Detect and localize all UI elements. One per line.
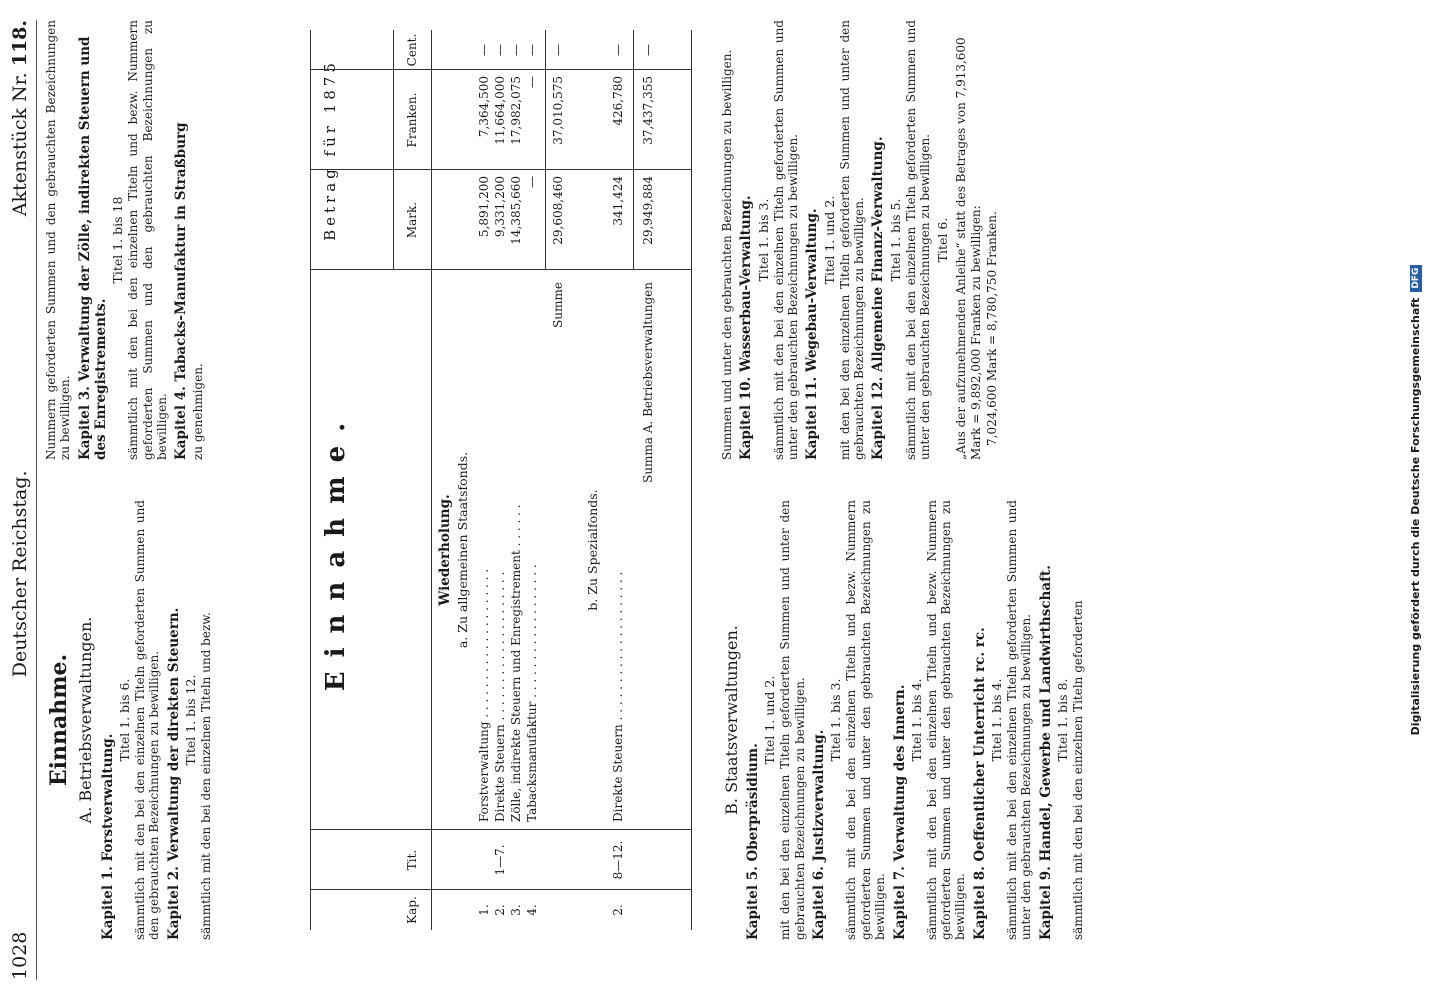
sub-b-heading: b. Zu Spezialfonds.	[585, 489, 600, 611]
table-col-cent: Cent.	[405, 33, 419, 67]
digitization-note	[1405, 0, 1427, 1000]
betriebsverwaltungen-heading: A. Betriebsverwaltungen.	[76, 616, 96, 824]
kapitel-8-title: Kapitel 8. Oeffentlicher Unterricht rc. rc.	[971, 627, 988, 940]
table-row: 2. 1—7. Direkte Steuern . . . . . . . . . . . . . . . . . . . . 9,331,200 11,664,000 —	[493, 44, 507, 916]
table-col-franken: Franken.	[311, 69, 691, 170]
kapitel-7-body: sämmtlich mit den bei den einzelnen Titeln und bezw. Nummern geforderten Summen und unter den gebrauchten Bezeichnungen zu bewilligen.	[924, 500, 968, 940]
kapitel-6-title: Kapitel 6. Justizverwaltung.	[811, 729, 828, 940]
titel-6-heading: Titel 6.	[935, 217, 951, 263]
digitization-text: Digitalisierung gefördert durch die Deutsche Forschungsgemeinschaft	[1409, 297, 1423, 736]
kapitel-2-body-cont: Nummern geforderten Summen und den gebrauchten Bezeichnungen zu bewilligen.	[44, 20, 73, 460]
table-row: 3. Zölle, indirekte Steuern und Enregistrement . . . . . . 14,385,660 17,982,075 —	[509, 44, 523, 916]
table-col-tit: Tit.	[311, 829, 691, 890]
kapitel-10-body: sämmtlich mit den bei den einzelnen Titeln geforderten Summen und unter den gebrauchten Bezeichnungen zu bewilligen.	[771, 20, 800, 460]
total-rule	[633, 30, 634, 270]
betrag-rule	[393, 30, 394, 270]
table-row: 2. 8—12. Direkte Steuern . . . . . . . . . . . . . . . . . . . . 341,424 426,780 —	[611, 44, 625, 916]
table-col-mark: Mark.	[311, 169, 691, 270]
kapitel-11-title: Kapitel 11. Wegebau-Verwaltung.	[804, 208, 821, 460]
kapitel-7-titel: Titel 1. bis 4.	[908, 678, 924, 762]
kapitel-8-body: sämmtlich mit den bei den einzelnen Titeln geforderten Summen und unter den gebrauchten Bezeichnungen zu bewilligen.	[1005, 500, 1034, 940]
kapitel-5-title: Kapitel 5. Oberpräsidium.	[745, 743, 762, 940]
titel-6-quote: „Aus der aufzunehmenden Anleihe“ statt des Betrages von 7,913,600 Mark = 9,892,000 Franken zu bewilligen:	[954, 37, 983, 460]
section-a-left	[44, 500, 294, 940]
kapitel-9-title: Kapitel 9. Handel, Gewerbe und Landwirthschaft.	[1037, 565, 1054, 940]
section-b-right	[720, 20, 1410, 460]
table-title: Einnahme.	[321, 408, 351, 692]
summe-row: Summe 29,608,460 37,010,575 —	[551, 44, 565, 328]
kapitel-11-body: mit den bei den einzelnen Titeln geforderten Summen und unter den gebrauchten Bezeichnungen zu bewilligen.	[837, 20, 866, 460]
summe-rule	[545, 30, 546, 270]
header-center: Deutscher Reichstag.	[8, 470, 31, 678]
page-number: 1028	[8, 931, 31, 980]
kapitel-5-titel: Titel 1. und 2.	[762, 675, 778, 765]
section-a-right	[44, 20, 294, 460]
kapitel-1-titel: Titel 1. bis 6.	[116, 678, 132, 762]
table-row: 4. Tabacksmanufaktur . . . . . . . . . . . . . . . . . . — — —	[525, 44, 539, 916]
table-col-kap: Kap.	[311, 889, 691, 930]
kapitel-5-body: mit den bei den einzelnen Titeln geforderten Summen und unter den gebrauchten Bezeichnungen zu bewilligen.	[778, 500, 807, 940]
kapitel-9-titel: Titel 1. bis 8.	[1055, 678, 1071, 762]
kapitel-8-titel: Titel 1. bis 4.	[989, 678, 1005, 762]
dfg-logo: DFG	[1410, 265, 1423, 292]
kapitel-6-titel: Titel 1. bis 3.	[828, 678, 844, 762]
kapitel-3-body: sämmtlich mit den bei den einzelnen Titeln und bezw. Nummern geforderten Summen und den gebrauchten Bezeichnungen zu bewilligen.	[126, 20, 169, 460]
kapitel-12-titel: Titel 1. bis 5.	[887, 198, 903, 282]
einnahme-heading: Einnahme.	[46, 653, 72, 787]
sub-a-heading: a. Zu allgemeinen Staatsfonds.	[455, 451, 470, 649]
wiederholung-heading: Wiederholung.	[437, 494, 453, 606]
kapitel-6-body: sämmtlich mit den bei den einzelnen Titeln und bezw. Nummern geforderten Summen und unter den gebrauchten Bezeichnungen zu bewilligen.	[844, 500, 888, 940]
kapitel-9-body-cont: Summen und unter den gebrauchten Bezeichnungen zu bewilligen.	[720, 49, 734, 460]
kapitel-4-title: Kapitel 4. Tabacks-Manufaktur in Straßburg	[173, 122, 190, 460]
total-row: Summa A. Betriebsverwaltungen 29,949,884 37,437,355 —	[641, 44, 655, 483]
table-row: 1. Forstverwaltung . . . . . . . . . . . . . . . . . . . . 5,891,200 7,364,500 —	[477, 44, 491, 916]
kapitel-12-body: sämmtlich mit den bei den einzelnen Titeln geforderten Summen und unter den gebrauchten Bezeichnungen zu bewilligen.	[903, 20, 932, 460]
titel-6-equation: 7,024,600 Mark = 8,780,750 Franken.	[985, 211, 1000, 446]
kapitel-12-title: Kapitel 12. Allgemeine Finanz-Verwaltung.	[870, 136, 887, 460]
kapitel-3-titel: Titel 1. bis 18	[110, 196, 126, 284]
kapitel-9-body: sämmtlich mit den bei den einzelnen Titeln geforderten	[1071, 600, 1086, 940]
kapitel-2-titel: Titel 1. bis 12.	[182, 674, 198, 766]
page-header	[4, 20, 37, 980]
section-b-left	[720, 500, 1410, 940]
kapitel-1-body: sämmtlich mit den bei den einzelnen Titeln geforderten Summen und den gebrauchten Bezeichnungen zu bewilligen.	[132, 500, 162, 940]
kapitel-2-title: Kapitel 2. Verwaltung der direkten Steuern.	[165, 607, 182, 940]
kapitel-1-title: Kapitel 1. Forstverwaltung.	[99, 733, 116, 940]
kapitel-7-title: Kapitel 7. Verwaltung des Innern.	[891, 684, 908, 940]
header-right: Aktenstück Nr. 118.	[8, 20, 31, 217]
kapitel-10-titel: Titel 1. bis 3.	[755, 198, 771, 282]
einnahme-table	[310, 30, 692, 930]
kapitel-4-body: zu genehmigen.	[190, 363, 205, 460]
kapitel-10-title: Kapitel 10. Wasserbau-Verwaltung.	[738, 195, 755, 460]
kapitel-2-body: sämmtlich mit den bei den einzelnen Titeln und bezw.	[198, 612, 213, 940]
kapitel-11-titel: Titel 1. und 2.	[821, 195, 837, 285]
kapitel-3-title: Kapitel 3. Verwaltung der Zölle, indirekten Steuern und des Enregistrements.	[76, 36, 109, 460]
staatsverwaltungen-heading: B. Staatsverwaltungen.	[722, 625, 741, 815]
betrag-heading: Betrag für 1875	[321, 59, 339, 241]
